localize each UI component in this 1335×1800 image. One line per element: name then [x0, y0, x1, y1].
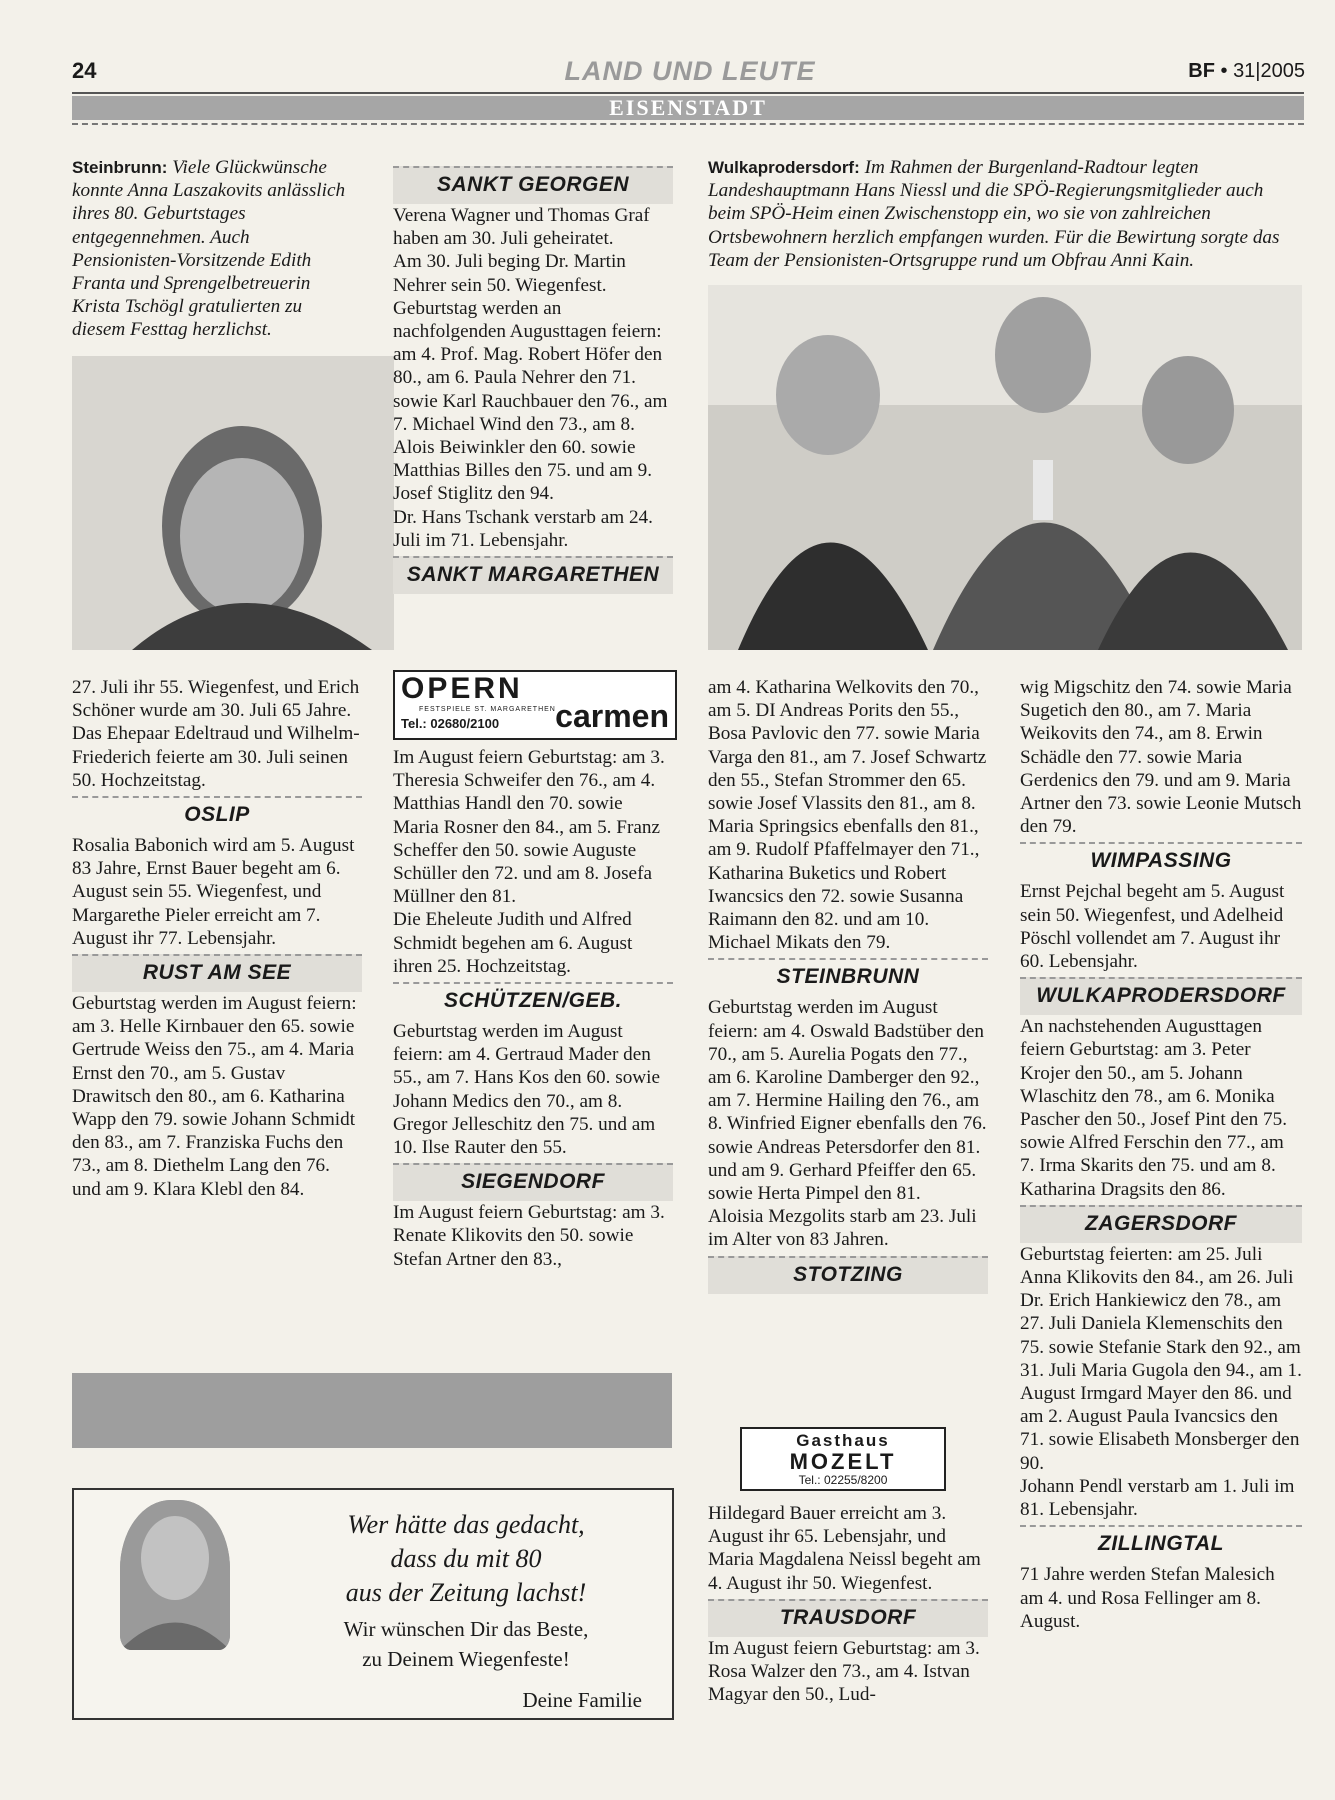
- publication-name: BF: [1188, 60, 1215, 82]
- heading-siegendorf: SIEGENDORF: [393, 1163, 673, 1201]
- text-margarethen-1: Im August feiern Geburtstag: am 3. Theresia Schweifer den 76., am 4. Matthias Handl den 70. sowie Maria Rosner den 84., am 5. Franz Scheffer den 50. sowie Auguste Schüller den 72. und am 8. Josefa Müllner den 81.: [393, 747, 665, 908]
- section-title: LAND UND LEUTE: [564, 56, 816, 86]
- gasthaus-advertisement: [740, 1427, 946, 1491]
- issue-number: 31|2005: [1233, 60, 1305, 82]
- header-rule: [72, 92, 1304, 94]
- birthday-portrait-image: [120, 1500, 230, 1650]
- text-zagersdorf-1: Geburtstag feierten: am 25. Juli Anna Klikovits den 84., am 26. Juli Dr. Erich Hankiewicz den 78., am 27. Juli Daniela Klemenschits den 75. sowie Stefanie Stark den 92., am 31. Juli Maria Gugola den 94., am 1. August Irmgard Mayer den 86. und am 2. August Paula Ivancsics den 71. sowie Elisabeth Monsberger den 90.: [1020, 1243, 1302, 1474]
- birthday-line-1: Wer hätte das gedacht,: [347, 1510, 585, 1539]
- text-stotzing: Hildegard Bauer erreicht am 3. August ihr 65. Lebensjahr, und Maria Magdalena Neissl begeht am 4. August ihr 50. Wiegenfest.: [708, 1503, 981, 1594]
- birthday-portrait-photo: [120, 1500, 230, 1650]
- gasthaus-phone: Tel.: 02255/8200: [798, 1473, 888, 1487]
- opern-phone: Tel.: 02680/2100: [401, 716, 500, 731]
- heading-schuetzen: SCHÜTZEN/GEB.: [393, 982, 673, 1020]
- portrait-image: [72, 356, 394, 650]
- birthday-wish: [296, 1614, 636, 1674]
- heading-sankt-georgen: SANKT GEORGEN: [393, 166, 673, 204]
- birthday-headline: [296, 1508, 636, 1610]
- col3-continued: am 4. Katharina Welkovits den 70., am 5. DI Andreas Porits den 55., Bosa Pavlovic den 77. sowie Maria Varga den 81., am 7. Josef Schwartz den 55., Stefan Strommer den 65. sowie Josef Vlassits den 81., am 8. Maria Springsics ebenfalls den 81., am 9. Rudolf Pfaffelmayer den 71., Katharina Buketics und Robert Iwancsics den 72. sowie Susanna Raimann den 82. und am 10. Michael Mikats den 79.: [708, 677, 987, 954]
- heading-zagersdorf: ZAGERSDORF: [1020, 1205, 1302, 1243]
- text-zagersdorf-2: Johann Pendl verstarb am 1. Juli im 81. Lebensjahr.: [1020, 1475, 1295, 1521]
- text-georgen-4: Dr. Hans Tschank verstarb am 24. Juli im 71. Lebensjahr.: [393, 506, 653, 551]
- wish-line-1: Wir wünschen Dir das Beste,: [343, 1617, 589, 1641]
- heading-wimpassing: WIMPASSING: [1020, 842, 1302, 880]
- birthday-line-3: aus der Zeitung lachst!: [345, 1578, 587, 1607]
- heading-zillingtal: ZILLINGTAL: [1020, 1525, 1302, 1563]
- text-oslip: Rosalia Babonich wird am 5. August 83 Jahre, Ernst Bauer begeht am 6. August sein 55. Wiegenfest, und Margarethe Pieler erreicht am 7. August ihr 77. Lebensjahr.: [72, 835, 355, 949]
- opern-subtitle: FESTSPIELE ST. MARGARETHEN: [419, 706, 556, 713]
- heading-stotzing: STOTZING: [708, 1256, 988, 1294]
- portrait-photo-elderly-woman: [72, 356, 394, 650]
- group-photo: [708, 285, 1302, 650]
- column-4: [1020, 676, 1302, 1633]
- col1-continued: 27. Juli ihr 55. Wiegenfest, und Erich Schöner wurde am 30. Juli 65 Jahre.: [72, 677, 360, 722]
- gasthaus-name: MOZELT: [789, 1449, 897, 1474]
- issue-info: BF • 31|2005: [1188, 60, 1305, 82]
- birthday-line-2: dass du mit 80: [390, 1544, 542, 1573]
- text-wulkaprodersdorf: An nachstehenden Augusttagen feiern Geburtstag: am 3. Peter Krojer den 50., am 5. Johann Wlaschitz den 78., am 6. Monika Pascher den 50., Josef Pint den 75. sowie Alfred Ferschin den 77., am 7. Irma Skarits den 75. und am 8. Katharina Dragsits den 86.: [1020, 1016, 1287, 1200]
- birthday-signature: Deine Familie: [522, 1688, 642, 1712]
- heading-rust-am-see: RUST AM SEE: [72, 954, 362, 992]
- photo1-caption: [72, 156, 358, 342]
- text-trausdorf: Im August feiern Geburtstag: am 3. Rosa Walzer den 73., am 4. Istvan Magyar den 50., Lud-: [708, 1637, 980, 1706]
- column-3-caption: [708, 156, 1302, 272]
- page-number: 24: [72, 58, 97, 83]
- gasthaus-label: Gasthaus: [796, 1431, 890, 1450]
- text-steinbrunn-1: Geburtstag werden im August feiern: am 4. Oswald Badstüber den 70., am 5. Aurelia Pogats den 77., am 6. Karoline Damberger den 92., am 7. Hermine Hailing den 76., am 8. Winfried Eigner ebenfalls den 76. sowie Andreas Petersdorfer den 81. und am 9. Gerhard Pfeiffer den 65. sowie Herta Pimpel den 81.: [708, 997, 987, 1205]
- photo2-caption: [708, 156, 1302, 272]
- column-1-top: [72, 156, 358, 342]
- heading-steinbrunn: STEINBRUNN: [708, 958, 988, 996]
- text-georgen-2: Am 30. Juli beging Dr. Martin Nehrer sein 50. Wiegenfest.: [393, 251, 626, 296]
- text-rust-am-see: Geburtstag werden im August feiern: am 3. Helle Kirnbauer den 65. sowie Gertrude Weiss den 75., am 4. Maria Ernst den 70., am 5. Gustav Drawitsch den 80., am 6. Katharina Wapp den 79. sowie Johann Schmidt den 83., am 7. Franziska Fuchs den 73., am 8. Diethelm Lang den 76. und am 9. Klara Klebl den 84.: [72, 993, 357, 1200]
- text-georgen-3: Geburtstag werden an nachfolgenden Augusttagen feiern: am 4. Prof. Mag. Robert Höfer den 80., am 6. Paula Nehrer den 71. sowie Karl Rauchbauer den 76., am 7. Michael Wind den 73., am 8. Alois Beiwinkler den 60. sowie Matthias Billes den 75. und am 9. Josef Stiglitz den 94.: [393, 297, 668, 505]
- wish-line-2: zu Deinem Wiegenfeste!: [362, 1647, 570, 1671]
- col1-continued-2: Das Ehepaar Edeltraud und Wilhelm-Friederich feierte am 30. Juli seinen 50. Hochzeitstag.: [72, 723, 360, 791]
- heading-wulkaprodersdorf: WULKAPRODERSDORF: [1020, 977, 1302, 1015]
- column-3-end: [708, 1502, 988, 1706]
- region-banner: EISENSTADT: [72, 96, 1304, 120]
- group-image: [708, 285, 1302, 650]
- opern-advertisement: [393, 670, 677, 740]
- text-georgen-1: Verena Wagner und Thomas Graf haben am 30. Juli geheiratet.: [393, 205, 650, 250]
- column-1-bottom: [72, 676, 362, 1201]
- text-steinbrunn-2: Aloisia Mezgolits starb am 23. Juli im Alter von 83 Jahren.: [708, 1206, 977, 1251]
- caption-place-wulka: Wulkaprodersdorf:: [708, 158, 860, 177]
- text-zillingtal: 71 Jahre werden Stefan Malesich am 4. und Rosa Fellinger am 8. August.: [1020, 1564, 1275, 1632]
- text-schuetzen: Geburtstag werden im August feiern: am 4. Gertraud Mader den 55., am 7. Hans Kos den 60. sowie Johann Medics den 70., am 8. Gregor Jelleschitz den 75. und am 10. Ilse Rauter den 55.: [393, 1021, 660, 1159]
- heading-sankt-margarethen: SANKT MARGARETHEN: [393, 556, 673, 594]
- header-dash-rule: [72, 123, 1304, 125]
- caption-text-wulka: Im Rahmen der Burgenland-Radtour legten Landeshauptmann Hans Niessl und die SPÖ-Regierungsmitglieder auch beim SPÖ-Heim einen Zwischenstopp ein, wo sie von zahlreichen Ortsbewohnern herzlich empfangen wurden. Für die Bewirtung sorgte das Team der Pensionisten-Ortsgruppe rund um Obfrau Anni Kain.: [708, 157, 1280, 271]
- column-3-bottom: [708, 676, 988, 1294]
- text-siegendorf: Im August feiern Geburtstag: am 3. Renate Klikovits den 50. sowie Stefan Artner den 83.,: [393, 1202, 665, 1270]
- caption-text: Viele Glückwünsche konnte Anna Laszakovits anlässlich ihres 80. Geburtstages entgegennehmen. Auch Pensionisten-Vorsitzende Edith Franta und Sprengelbetreuerin Krista Tschögl gratulierten zu diesem Festtag herzlichst.: [72, 157, 346, 341]
- heading-oslip: OSLIP: [72, 796, 362, 834]
- text-margarethen-2: Die Eheleute Judith und Alfred Schmidt begehen am 6. August ihren 25. Hochzeitstag.: [393, 909, 633, 977]
- text-wimpassing: Ernst Pejchal begeht am 5. August sein 50. Wiegenfest, und Adelheid Pöschl vollendet am 7. August ihr 60. Lebensjahr.: [1020, 881, 1285, 973]
- heading-trausdorf: TRAUSDORF: [708, 1599, 988, 1637]
- col4-continued: wig Migschitz den 74. sowie Maria Sugetich den 80., am 7. Maria Weikovits den 74., am 8. Erwin Schädle den 77. sowie Maria Gerdenics den 79. und am 9. Maria Artner den 73. sowie Leonie Mutsch den 79.: [1020, 677, 1302, 838]
- opern-title: OPERN: [401, 672, 523, 705]
- caption-place: Steinbrunn:: [72, 158, 168, 177]
- column-2-top: [393, 166, 673, 594]
- grey-filler-band: [72, 1373, 672, 1448]
- opern-show: carmen: [555, 698, 669, 734]
- column-2-bottom: [393, 746, 673, 1271]
